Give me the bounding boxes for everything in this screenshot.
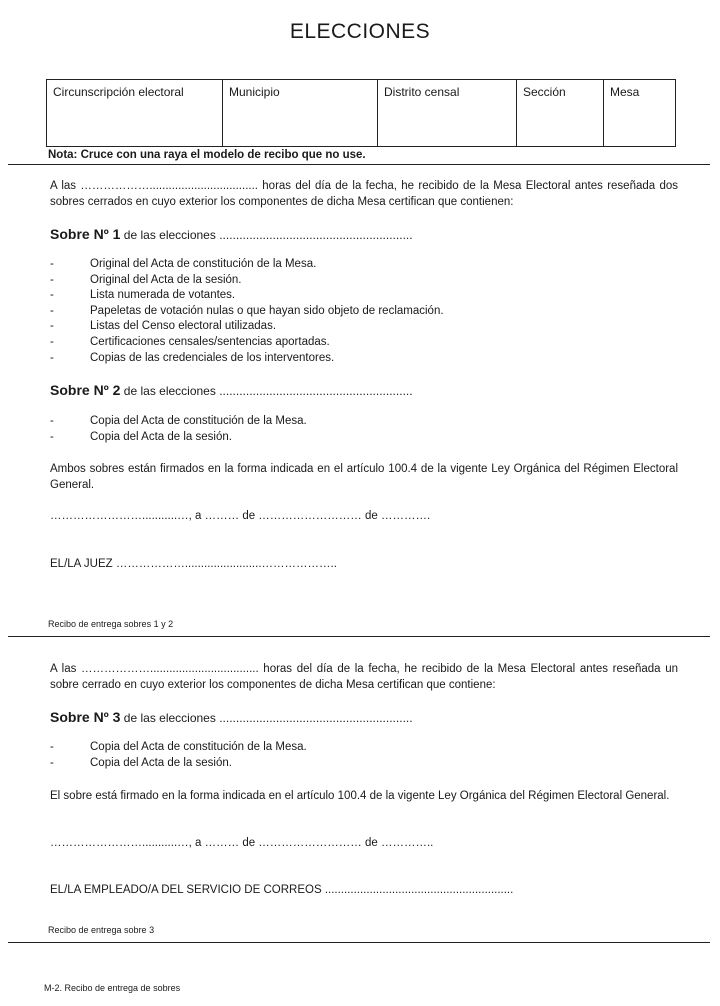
- part1-date-line[interactable]: ……………………...........…, a ……… de ……………………… de ………….: [50, 510, 431, 522]
- list-item: - Original del Acta de constitución de la Mesa.: [50, 258, 317, 270]
- list-item: - Copia del Acta de la sesión.: [50, 430, 232, 443]
- sobre2-list: [50, 414, 670, 445]
- list-item: - Listas del Censo electoral utilizadas.: [50, 320, 277, 333]
- sobre3-list: [50, 740, 670, 771]
- list-item: - Copia del Acta de constitución de la Mesa.: [50, 741, 307, 753]
- part2-sign-line[interactable]: EL/LA EMPLEADO/A DEL SERVICIO DE CORREOS ...........................................................: [50, 884, 514, 896]
- list-item: - Copias de las credenciales de los interventores.: [50, 351, 335, 364]
- sobre1-label: Sobre Nº 1: [50, 226, 121, 242]
- part2-caption: Recibo de entrega sobre 3: [48, 925, 155, 935]
- part1-closing: Ambos sobres están firmados en la forma indicada en el artículo 100.4 de la vigente Ley Orgánica del Régimen Electoral General.: [50, 463, 678, 491]
- sobre1-heading: [50, 226, 413, 242]
- field-mesa[interactable]: Mesa: [604, 80, 676, 147]
- list-item: - Copia del Acta de la sesión.: [50, 756, 232, 769]
- sobre2-heading: [50, 382, 413, 398]
- sobre3-heading: [50, 709, 413, 725]
- footer-text: M-2. Recibo de entrega de sobres: [44, 983, 181, 993]
- divider: [8, 636, 710, 637]
- sobre1-rest: de las elecciones ..........................................................: [120, 228, 413, 242]
- divider: [8, 164, 710, 165]
- sobre3-rest: de las elecciones ..........................................................: [120, 711, 413, 725]
- field-seccion[interactable]: Sección: [517, 80, 604, 147]
- list-item: - Original del Acta de la sesión.: [50, 273, 242, 286]
- list-item: - Copia del Acta de constitución de la Mesa.: [50, 415, 307, 427]
- part1-sign-line[interactable]: EL/LA JUEZ ………………........................………………..: [50, 558, 337, 570]
- header-table: [46, 79, 676, 147]
- sobre1-list: [50, 257, 670, 366]
- page-title: ELECCIONES: [289, 20, 431, 43]
- nota-text: Nota: Cruce con una raya el modelo de recibo que no use.: [48, 149, 366, 161]
- field-circunscripcion[interactable]: Circunscripción electoral: [47, 80, 223, 147]
- part1-intro: A las ……………….................................. horas del día de la fecha, he recibido de la Mesa Electoral antes reseñada dos sobres cerrados en cuyo exterior los componentes de dicha Mesa certifican que contienen:: [50, 180, 678, 208]
- list-item: - Certificaciones censales/sentencias aportadas.: [50, 335, 330, 348]
- part1-caption: Recibo de entrega sobres 1 y 2: [48, 619, 174, 629]
- divider: [8, 942, 710, 943]
- part2-date-line[interactable]: ……………………...........…, a ……… de ……………………… de …………..: [50, 837, 434, 849]
- sobre2-rest: de las elecciones ..........................................................: [120, 384, 413, 398]
- list-item: - Lista numerada de votantes.: [50, 289, 236, 302]
- sobre2-label: Sobre Nº 2: [50, 382, 121, 398]
- field-distrito-censal[interactable]: Distrito censal: [378, 80, 517, 147]
- part2-closing: El sobre está firmado en la forma indicada en el artículo 100.4 de la vigente Ley Orgánica del Régimen Electoral General.: [50, 790, 670, 802]
- part2-intro: A las ……………….................................. horas del día de la fecha, he recibido de la Mesa Electoral antes reseñada un sobre cerrado en cuyo exterior los componentes de dicha Mesa certifican que contiene:: [50, 663, 678, 691]
- list-item: - Papeletas de votación nulas o que hayan sido objeto de reclamación.: [50, 304, 444, 317]
- field-municipio[interactable]: Municipio: [223, 80, 378, 147]
- sobre3-label: Sobre Nº 3: [50, 709, 121, 725]
